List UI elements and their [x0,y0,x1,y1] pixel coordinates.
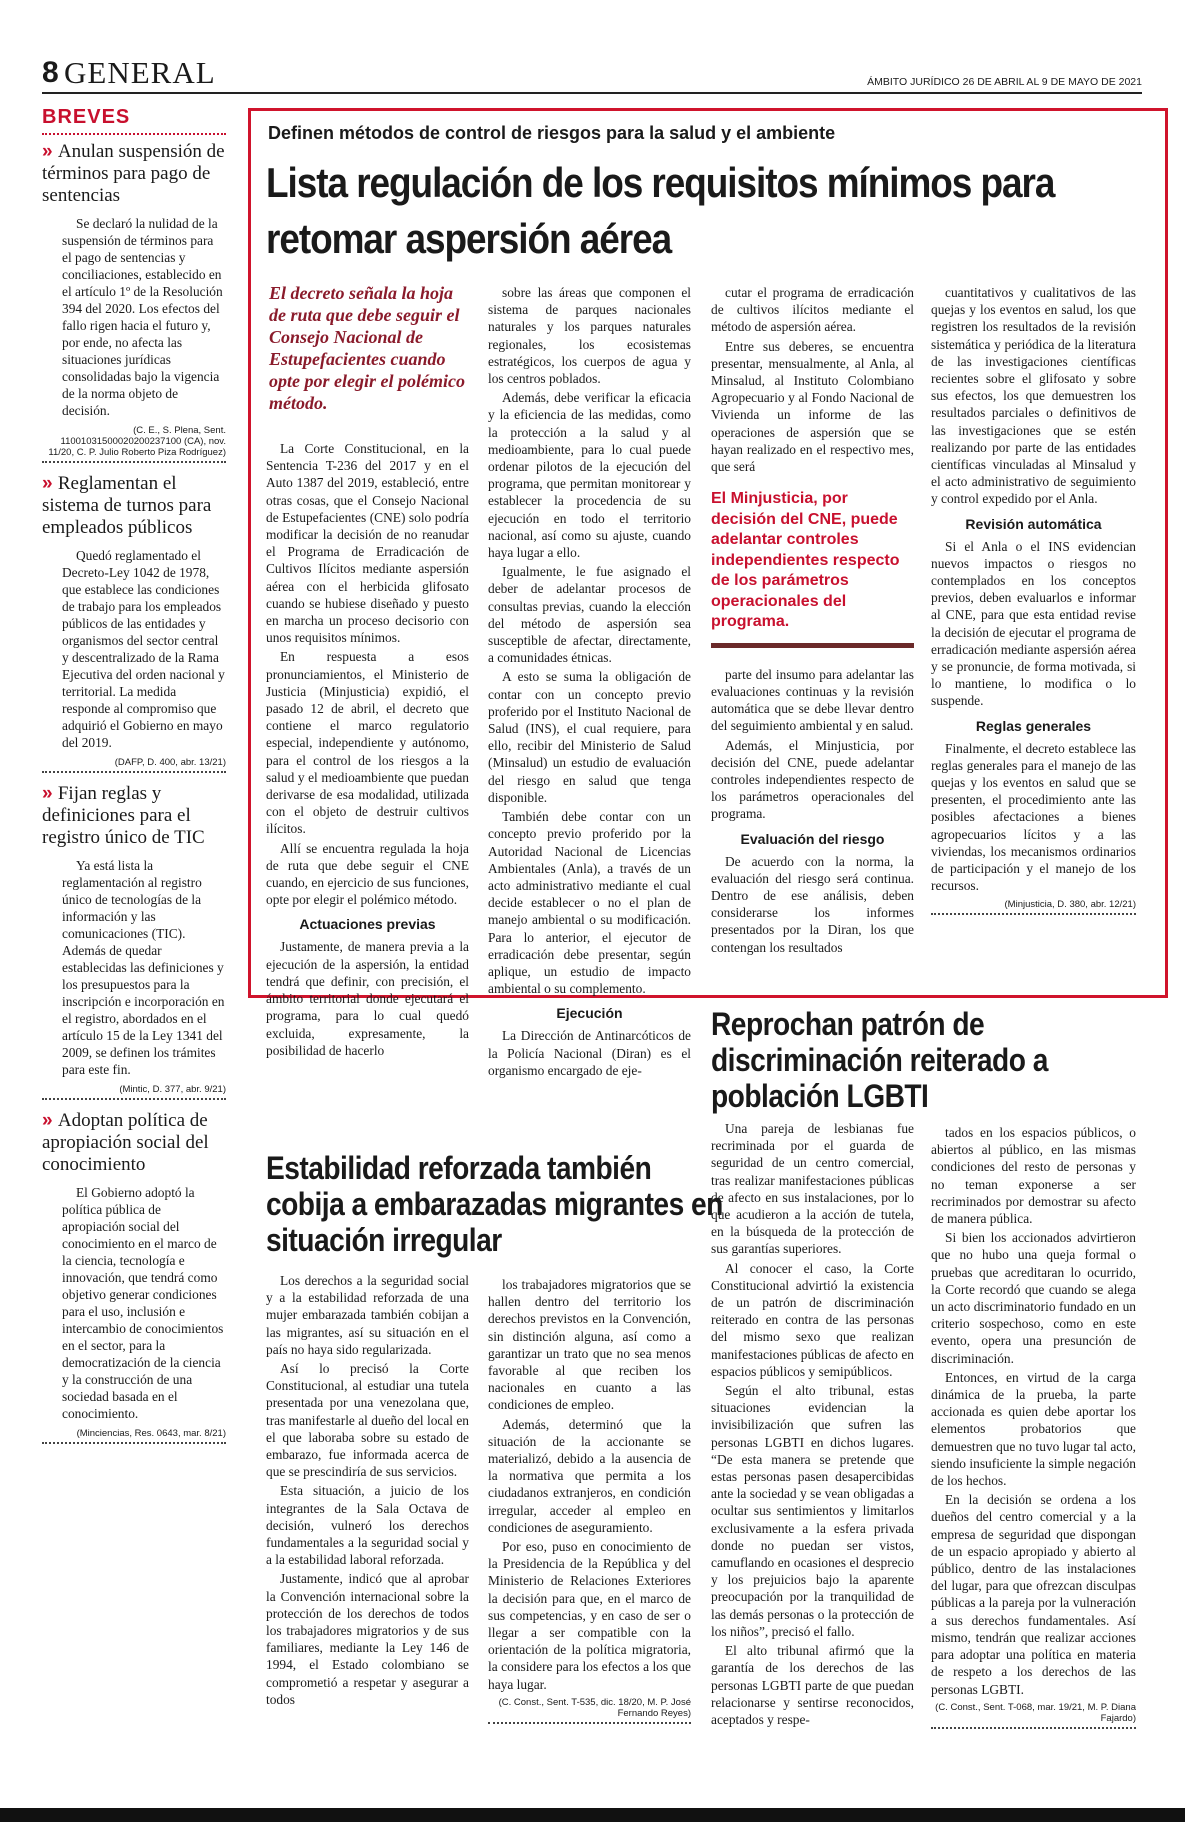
paragraph: cutar el programa de erradicación de cultivos ilícitos mediante el método de aspersión aérea. [711,285,914,335]
paragraph: Allí se encuentra regulada la hoja de ruta que debe seguir el CNE cuando, en ejercicio de sus funciones, opte por elegir el polémico método. [266,840,469,908]
paragraph: Justamente, indicó que al aprobar la Convención internacional sobre la protección de los derechos de todos los trabajadores migratorios y de sus familiares, mediante la Ley 146 de 1994, el Estado colombiano se comprometió a respetar y asegurar a todos [266,1571,469,1707]
paragraph: Justamente, de manera previa a la ejecución de la aspersión, la entidad tendrá que definir, con precisión, el ámbito territorial donde ejecutará el programa, para lo cual quedó excluida, expresamente, la posibilidad de hacerlo [266,939,469,1058]
breve-body: Ya está lista la reglamentación al registro único de tecnologías de la información y las comunicaciones (TIC). Además de quedar establecidas las definiciones y los presupuestos para la inscripción e incorporación en el registro, abordados en el artículo 15 de la Ley 1341 del 2009, se definen los trámites para este fin. [62,858,225,1077]
article-headline: Lista regulación de los requisitos mínimos para retomar aspersión aérea [266,159,1055,262]
article-deck: El decreto señala la hoja de ruta que debe seguir el Consejo Nacional de Estupefacientes cuando opte por elegir el polémico método. [269,283,465,413]
breve-title: Fijan reglas y definiciones para el registro único de TIC [42,783,205,848]
breve-body: Se declaró la nulidad de la suspensión de términos para el pago de sentencias y conciliaciones, establecido en el artículo 1º de la Resolución 394 del 2020. Los efectos del fallo rigen hacia el futuro y, por ende, no afecta las situaciones jurídicas consolidadas bajo la vigencia de la norma objeto de decisión. [62,216,223,418]
paragraph: Al conocer el caso, la Corte Constitucional advirtió la existencia de un patrón de discriminación reiterado en contra de las personas del mismo sexo que realizan manifestaciones públicas de afecto en espacios públicos y semipúblicos. [711,1260,914,1379]
paragraph: También debe contar con un concepto previo proferido por la Autoridad Nacional de Licencias Ambientales (Anla), a través de un acto administrativo mediante el cual decide establecer o no el plan de manejo ambiental o su modificación. Para lo anterior, el ejecutor de erradicación debe presentar, según aplique, un estudio de impacto ambiental o su complemento. [488,809,691,997]
paragraph: Una pareja de lesbianas fue recriminada por el guarda de seguridad de un centro comercial, tras realizar manifestaciones públicas de afecto en sus instalaciones, por lo que acudieron a la acción de tutela, en la búsqueda de la protección de sus garantías superiores. [711,1121,914,1257]
paragraph: Si bien los accionados advirtieron que no hubo una queja formal o pruebas que acreditaran lo ocurrido, la Corte recordó que cuando se alega un acto discriminatorio fundado en un criterio sospechoso, como en este evento, opera una presunción de discriminación. [931,1230,1136,1366]
article-kicker: Definen métodos de control de riesgos para la salud y el ambiente [268,123,836,143]
breve-citation: (C. E., S. Plena, Sent. 11001031500020200237100 (CA), nov. 11/20, C. P. Julio Roberto Piza Rodríguez) [42,425,226,463]
paragraph: parte del insumo para adelantar las evaluaciones continuas y la revisión automática que se debe llevar dentro del seguimiento ambiental y en salud. [711,666,914,734]
article1-col3 [711,284,914,996]
chevron-right-icon: » [42,783,58,804]
paragraph: Esta situación, a juicio de los integrantes de la Sala Octava de decisión, vulneró los derechos fundamentales a la seguridad social y a la estabilidad laboral reforzada. [266,1483,469,1568]
article2-citation: (C. Const., Sent. T-535, dic. 18/20, M. P. José Fernando Reyes) [488,1697,691,1724]
paragraph: Finalmente, el decreto establece las reglas generales para el manejo de las quejas y los eventos en salud que se presenten, el procedimiento ante las posibles afectaciones a bienes agropecuarios lícitos y a las viviendas, los mecanismos ordinarios de participación y el manejo de los recursos. [931,740,1136,894]
pull-quote-text: El Minjusticia, por decisión del CNE, puede adelantar controles independientes respecto de los parámetros operacionales del programa. [711,490,900,631]
section-title: GENERAL [64,55,216,90]
page-number: 8 [42,56,59,89]
article2-col1 [266,1272,469,1747]
breve-headline [42,473,226,539]
subhead-reglas: Reglas generales [975,717,1092,734]
paragraph: La Corte Constitucional, en la Sentencia T-236 del 2017 y en el Auto 1387 del 2019, estableció, entre otras cosas, que el Consejo Nacional de Estupefacientes (CNE) solo podría modificar la decisión de no reanudar el Programa de Erradicación de Cultivos Ilícitos mediante aspersión aérea con el herbicida glifosato cuando se hubiese diseñado y puesto en marcha un proceso decisorio con unos requisitos mínimos. [266,441,469,646]
chevron-right-icon: » [42,1110,58,1131]
paragraph: El alto tribunal afirmó que la garantía de los derechos de las personas LGBTI parte de que puedan relacionarse y sentirse reconocidos, aceptados y respe- [711,1643,914,1727]
paragraph: Igualmente, le fue asignado el deber de adelantar procesos de consultas previas, cuando la elección del método de aspersión sea susceptible de afectar, directamente, a comunidades étnicas. [488,564,691,666]
breve-citation: (Minciencias, Res. 0643, mar. 8/21) [42,1428,226,1444]
paragraph: De acuerdo con la norma, la evaluación del riesgo será continua. Dentro de ese análisis, deben considerarse los informes presentados por la Diran, los que contengan los resultados [711,853,914,955]
breve-citation: (DAFP, D. 400, abr. 13/21) [42,757,226,773]
article2-headline: Estabilidad reforzada también cobija a embarazadas migrantes en situación irregular [266,1150,723,1258]
bottom-edge [0,1808,1185,1822]
publication-info: ÁMBITO JURÍDICO 26 DE ABRIL AL 9 DE MAYO DE 2021 [867,76,1142,88]
subhead-actuaciones: Actuaciones previas [299,916,436,933]
paragraph: Así lo precisó la Corte Constitucional, al estudiar una tutela presentada por una venezolana que, tras manifestarle al dueño del local en el que laboraba sobre su estado de embarazo, fue informada acerca de que se prescindiría de sus servicios. [266,1361,469,1480]
paragraph: En la decisión se ordena a los dueños del centro comercial y a la empresa de seguridad que dispongan de un espacio apropiado y abierto al público, dentro de las instalaciones del lugar, para que ofrezcan disculpas públicas a la pareja por la vulneración a sus derechos fundamentales. Así mismo, tendrán que realizar acciones para adoptar una política en materia de respeto a los derechos de las personas LGBTI. [931,1492,1136,1697]
paragraph: La Dirección de Antinarcóticos de la Policía Nacional (Diran) es el organismo encargado de eje- [488,1028,691,1078]
article3-col2 [931,1124,1136,1764]
paragraph: Si el Anla o el INS evidencian nuevos impactos o riesgos no contemplados en los conceptos previos, deben evaluarlos e informar al CNE, para que esta entidad revise la decisión de ejecutar el programa de erradicación mediante aspersión aérea y se pronuncie, de forma motivada, si lo mantiene, lo modifica o lo suspende. [931,538,1136,709]
paragraph: Además, el Minjusticia, por decisión del CNE, puede adelantar controles independientes respecto de los parámetros operacionales del programa. [711,737,914,822]
paragraph: Además, debe verificar la eficacia y la eficiencia de las medidas, como la protección a la salud y al medioambiente, para lo cual puede ordenar pilotos de la ejecución del programa, que permitan monitorear y establecer la procedencia de su ejecución en todo el territorio nacional, así como su ajuste, cuando haya lugar a ello. [488,390,691,561]
breve-headline [42,783,226,849]
paragraph: Los derechos a la seguridad social y a la estabilidad reforzada de una mujer embarazada también cobijan a las migrantes, así su situación en el país no haya sido regularizada. [266,1273,469,1357]
paragraph: Entonces, en virtud de la carga dinámica de la prueba, la parte accionada es quien debe aportar los elementos probatorios que demuestren que no tuvo lugar tal acto, siendo insuficiente la simple negación de los hechos. [931,1369,1136,1489]
paragraph: tados en los espacios públicos, o abiertos al público, en las mismas condiciones del resto de personas y no teman exponerse a ser recriminados por demostrar su afecto de manera pública. [931,1125,1136,1227]
breve-title: Adoptan política de apropiación social del conocimiento [42,1110,209,1175]
article3-citation: (C. Const., Sent. T-068, mar. 19/21, M. P. Diana Fajardo) [931,1702,1136,1729]
article3-col1 [711,1120,914,1760]
breve-headline [42,141,226,207]
breve-title: Anulan suspensión de términos para pago de sentencias [42,141,225,206]
article1-col1 [266,282,469,1122]
breves-label: BREVES [42,106,226,135]
breve-title: Reglamentan el sistema de turnos para empleados públicos [42,473,212,538]
subhead-revision: Revisión automática [965,515,1102,532]
subhead-evaluacion: Evaluación del riesgo [740,830,885,847]
paragraph: Según el alto tribunal, estas situaciones evidencian la invisibilización que sufren las personas LGBTI en dichos lugares. “De esta manera se pretende que estas personas pasen desapercibidas ante la sociedad y se vean obligadas a ocultar sus sentimientos y limitarlos exclusivamente a la esfera privada donde no puedan ser vistos, camuflando en ocasiones el desprecio y los prejuicios bajo la aparente preocupación por la tranquilidad de las demás personas o la protección de los niños”, precisó el fallo. [711,1383,914,1639]
paragraph: los trabajadores migratorios que se hallen dentro del territorio los derechos previstos en la Convención, sin distinción alguna, así como a garantizar un trato que no sea menos favorable al que reciben los nacionales en cuanto a las condiciones de empleo. [488,1277,691,1413]
paragraph: sobre las áreas que componen el sistema de parques nacionales naturales y los parques naturales regionales, los ecosistemas estratégicos, los cuerpos de agua y los centros poblados. [488,285,691,387]
article1-col4 [931,284,1136,988]
paragraph: Por eso, puso en conocimiento de la Presidencia de la República y del Ministerio de Relaciones Exteriores la decisión para que, en el marco de sus competencias, y en caso de ser o llegar a ser compatible con la orientación de la política migratoria, la considere para los efectos a los que haya lugar. [488,1539,691,1692]
paragraph: Además, determinó que la situación de la accionante se materializó, debido a la ausencia de la normativa que permita a los ciudadanos extranjeros, en condición irregular, acceder al empleo en condiciones de aseguramiento. [488,1416,691,1535]
chevron-right-icon: » [42,473,58,494]
breve-headline [42,1110,226,1176]
subhead-ejecucion: Ejecución [556,1005,623,1022]
breve-citation: (Mintic, D. 377, abr. 9/21) [42,1084,226,1100]
article1-col2 [488,284,691,1124]
breve-body: Quedó reglamentado el Decreto-Ley 1042 de 1978, que establece las condiciones de trabajo para los empleados públicos de las entidades y organismos del sector central y descentralizado de la Rama Ejecutiva del orden nacional y territorial. La medida responde al compromiso que adquirió el Gobierno en mayo del 2019. [62,548,225,750]
pull-quote [711,489,914,648]
paragraph: cuantitativos y cualitativos de las quejas y los eventos en salud, los que registren los resultados de la revisión sistemática y periódica de la literatura de las investigaciones científicas recientes sobre el glifosato y sobre sus efectos, los que demuestren los resultados parciales o definitivos de las investigaciones que se estén realizando por parte de las entidades científicas vinculadas al Minsalud y el acto administrativo de seguimiento y control expedido por el Anla. [931,285,1136,507]
paragraph: A esto se suma la obligación de contar con un concepto previo proferido por el Instituto Nacional de Salud (INS), el cual requiere, para ello, recibir del Ministerio de Salud (Minsalud) un estudio de evaluación del riesgo en salud que tenga disponible. [488,669,691,805]
chevron-right-icon: » [42,141,58,162]
page-header [42,55,1142,94]
paragraph: En respuesta a esos pronunciamientos, el Ministerio de Justicia (Minjusticia) expidió, el pasado 12 de abril, el decreto que contiene el marco regulatorio especial, independiente y autónomo, para el control de los riesgos a la salud y el medioambiente que puedan derivarse de esa modalidad, utilizada con el objeto de destruir cultivos ilícitos. [266,649,469,837]
paragraph: Entre sus deberes, se encuentra presentar, mensualmente, al Anla, al Minsalud, al Instituto Colombiano Agropecuario y al Fondo Nacional de Vivienda un informe de las operaciones de aspersión que se hayan realizado en el respectivo mes, que será [711,338,914,475]
breves-sidebar [42,106,226,1756]
article1-citation: (Minjusticia, D. 380, abr. 12/21) [931,899,1136,915]
article3-headline: Reprochan patrón de discriminación reiterado a población LGBTI [711,1006,1048,1114]
article2-col2 [488,1276,691,1761]
breve-body: El Gobierno adoptó la política pública de apropiación social del conocimiento en el marco de la ciencia, tecnología e innovación, que tendrá como objetivo generar condiciones para el uso, inclusión e intercambio de conocimientos en el sector, para la democratización de la ciencia y la construcción de una sociedad basada en el conocimiento. [62,1185,224,1421]
